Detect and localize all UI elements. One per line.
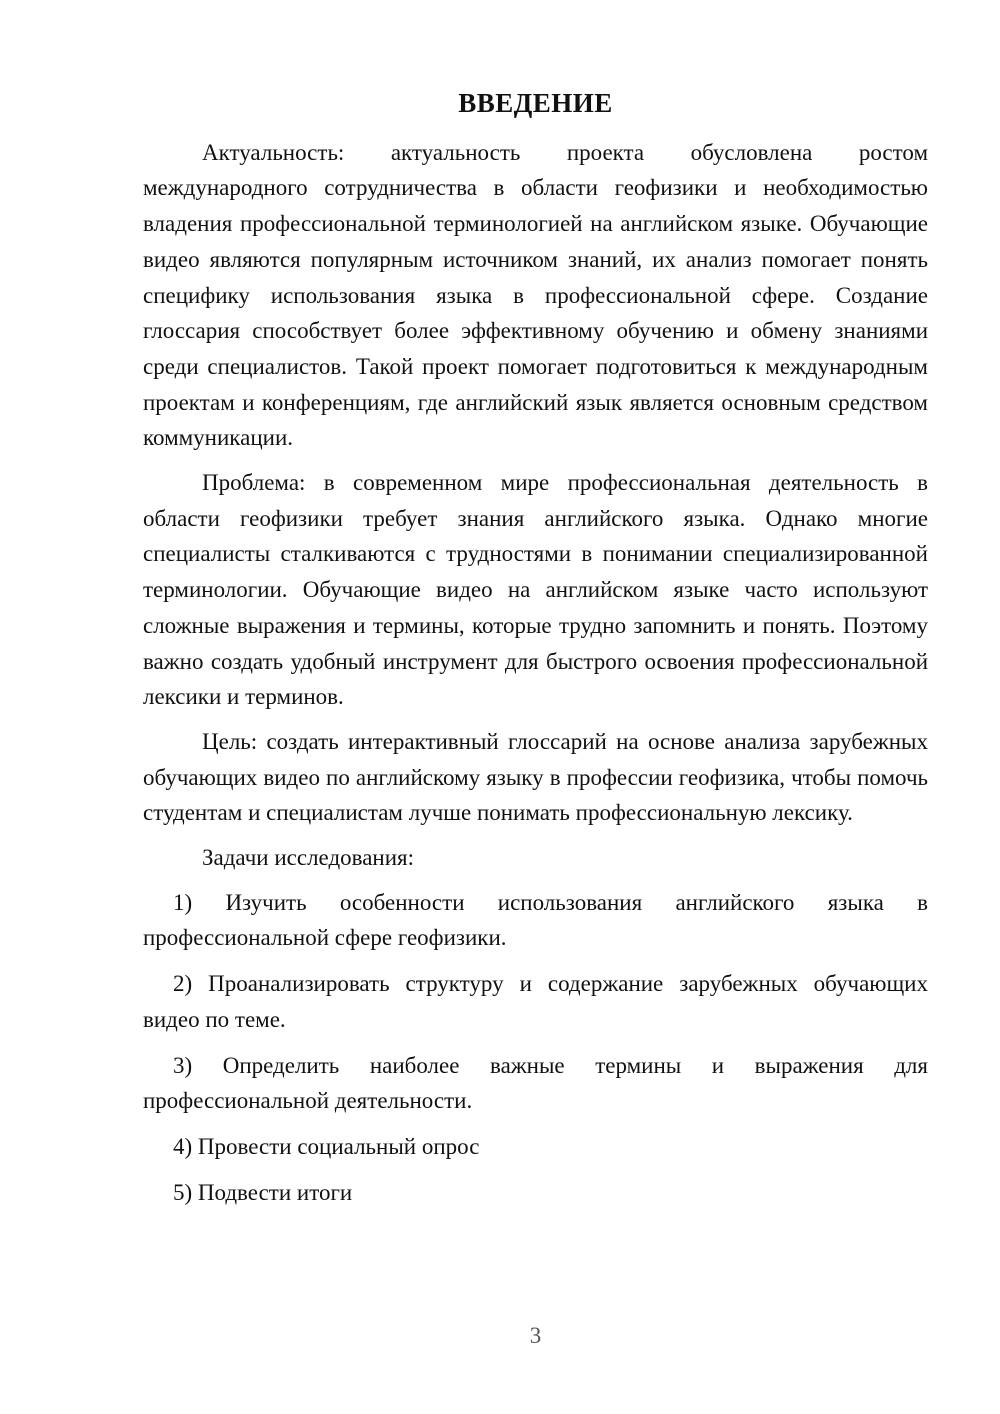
task-item-5: 5) Подвести итоги [173,1179,353,1205]
paragraph-problem: Проблема: в современном мире профессиональная деятельность в области геофизики требует знания английского языка. Однако многие специалисты сталкиваются с трудностями в понимании специализированной терминологии. Обучающие видео на английском языке часто используют сложные выражения и термины, которые трудно запомнить и понять. Поэтому важно создать удобный инструмент для быстрого освоения профессиональной лексики и терминов. [143,470,928,710]
task-item-2: 2) Проанализировать структуру и содержание зарубежных обучающих видео по теме. [143,971,928,1032]
page-number: 3 [529,1323,542,1348]
task-item-4: 4) Провести социальный опрос [173,1133,480,1159]
page-title: ВВЕДЕНИЕ [458,88,613,118]
paragraph-goal: Цель: создать интерактивный глоссарий на основе анализа зарубежных обучающих видео по английскому языку в профессии геофизика, чтобы помочь студентам и специалистам лучше понимать профессиональную лексику. [143,728,928,826]
tasks-heading: Задачи исследования: [202,845,415,871]
paragraph-relevance: Актуальность: актуальность проекта обусловлена ростом международного сотрудничества в области геофизики и необходимостью владения профессиональной терминологией на английском языке. Обучающие видео являются популярным источником знаний, их анализ помогает понять специфику использования языка в профессиональной сфере. Создание глоссария способствует более эффективному обучению и обмену знаниями среди специалистов. Такой проект помогает подготовиться к международным проектам и конференциям, где английский язык является основным средством коммуникации. [143,139,928,451]
task-item-3: 3) Определить наиболее важные термины и выражения для профессиональной деятельности. [143,1052,928,1114]
task-item-1: 1) Изучить особенности использования английского языка в профессиональной сфере геофизики. [143,889,928,951]
